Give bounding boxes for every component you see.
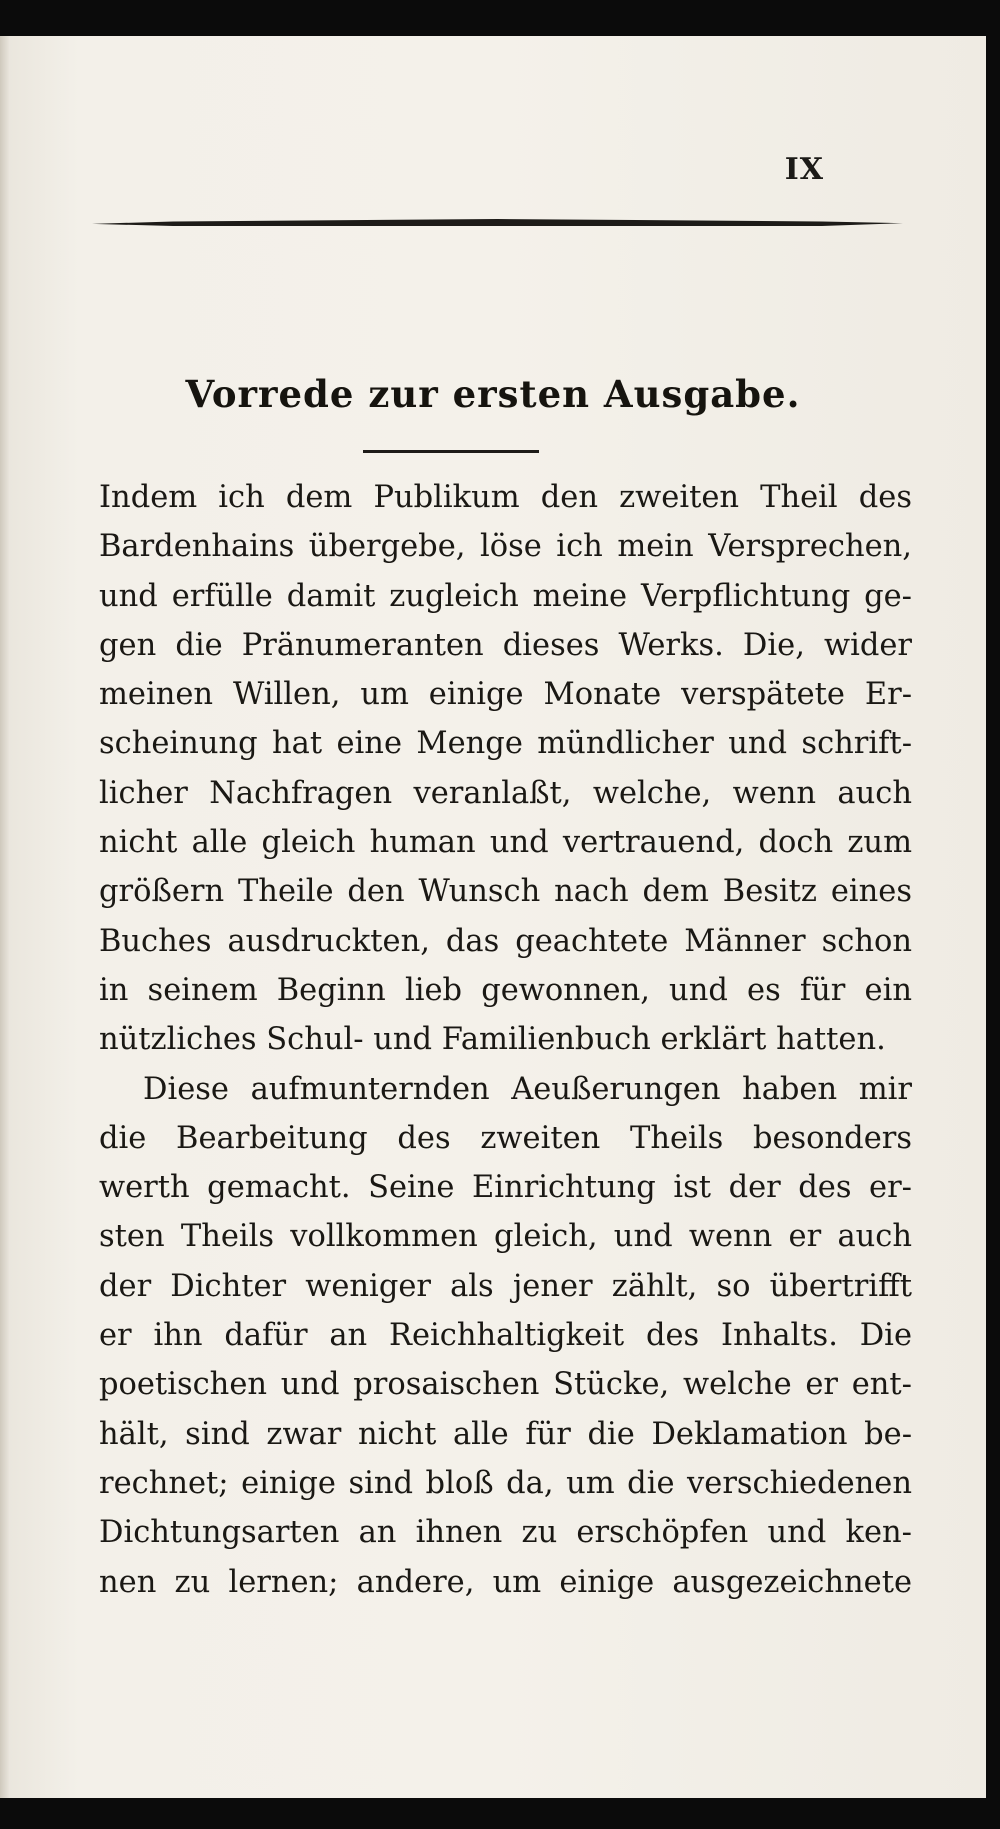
text-line: nen zu lernen; andere, um einige ausgezeichnete [99, 1564, 912, 1600]
text-line: gen die Pränumeranten dieses Werks. Die, wider [99, 627, 912, 663]
text-line: rechnet; einige sind bloß da, um die verschiedenen [99, 1465, 912, 1501]
text-line: er ihn dafür an Reichhaltigkeit des Inhalts. Die [99, 1318, 912, 1354]
title-rule [363, 450, 539, 453]
book-page [0, 36, 986, 1798]
text-line: hält, sind zwar nicht alle für die Deklamation be- [99, 1416, 912, 1452]
section-title: Vorrede zur ersten Ausgabe. [185, 372, 801, 416]
text-line: Indem ich dem Publikum den zweiten Theil des [99, 480, 912, 515]
text-line: licher Nachfragen veranlaßt, welche, wenn auch [99, 775, 912, 811]
text-line: werth gemacht. Seine Einrichtung ist der des er- [99, 1170, 912, 1206]
text-line: scheinung hat eine Menge mündlicher und schrift- [99, 726, 912, 762]
text-line: größern Theile den Wunsch nach dem Besitz eines [99, 874, 912, 910]
text-line: Dichtungsarten an ihnen zu erschöpfen und ken- [99, 1515, 912, 1551]
text-line: Bardenhains übergebe, löse ich mein Versprechen, [99, 529, 912, 565]
text-line: nützliches Schul- und Familienbuch erklärt hatten. [99, 1022, 886, 1058]
text-line: poetischen und prosaischen Stücke, welche er ent- [99, 1367, 912, 1403]
page-number: IX [784, 152, 824, 187]
text-line: der Dichter weniger als jener zählt, so übertrifft [99, 1268, 912, 1304]
text-line: sten Theils vollkommen gleich, und wenn er auch [99, 1219, 912, 1255]
text-line: die Bearbeitung des zweiten Theils besonders [99, 1120, 912, 1156]
body-text [99, 473, 912, 1607]
text-line: Diese aufmunternden Aeußerungen haben mir [143, 1071, 912, 1107]
header-rule [92, 219, 903, 226]
text-line: nicht alle gleich human und vertrauend, doch zum [99, 825, 912, 861]
text-line: Buches ausdruckten, das geachtete Männer schon [99, 923, 912, 959]
text-line: und erfülle damit zugleich meine Verpflichtung ge- [99, 578, 912, 614]
text-line: in seinem Beginn lieb gewonnen, und es für ein [99, 972, 912, 1008]
text-line: meinen Willen, um einige Monate verspätete Er- [99, 677, 912, 713]
page-gutter-shadow [0, 36, 10, 1798]
